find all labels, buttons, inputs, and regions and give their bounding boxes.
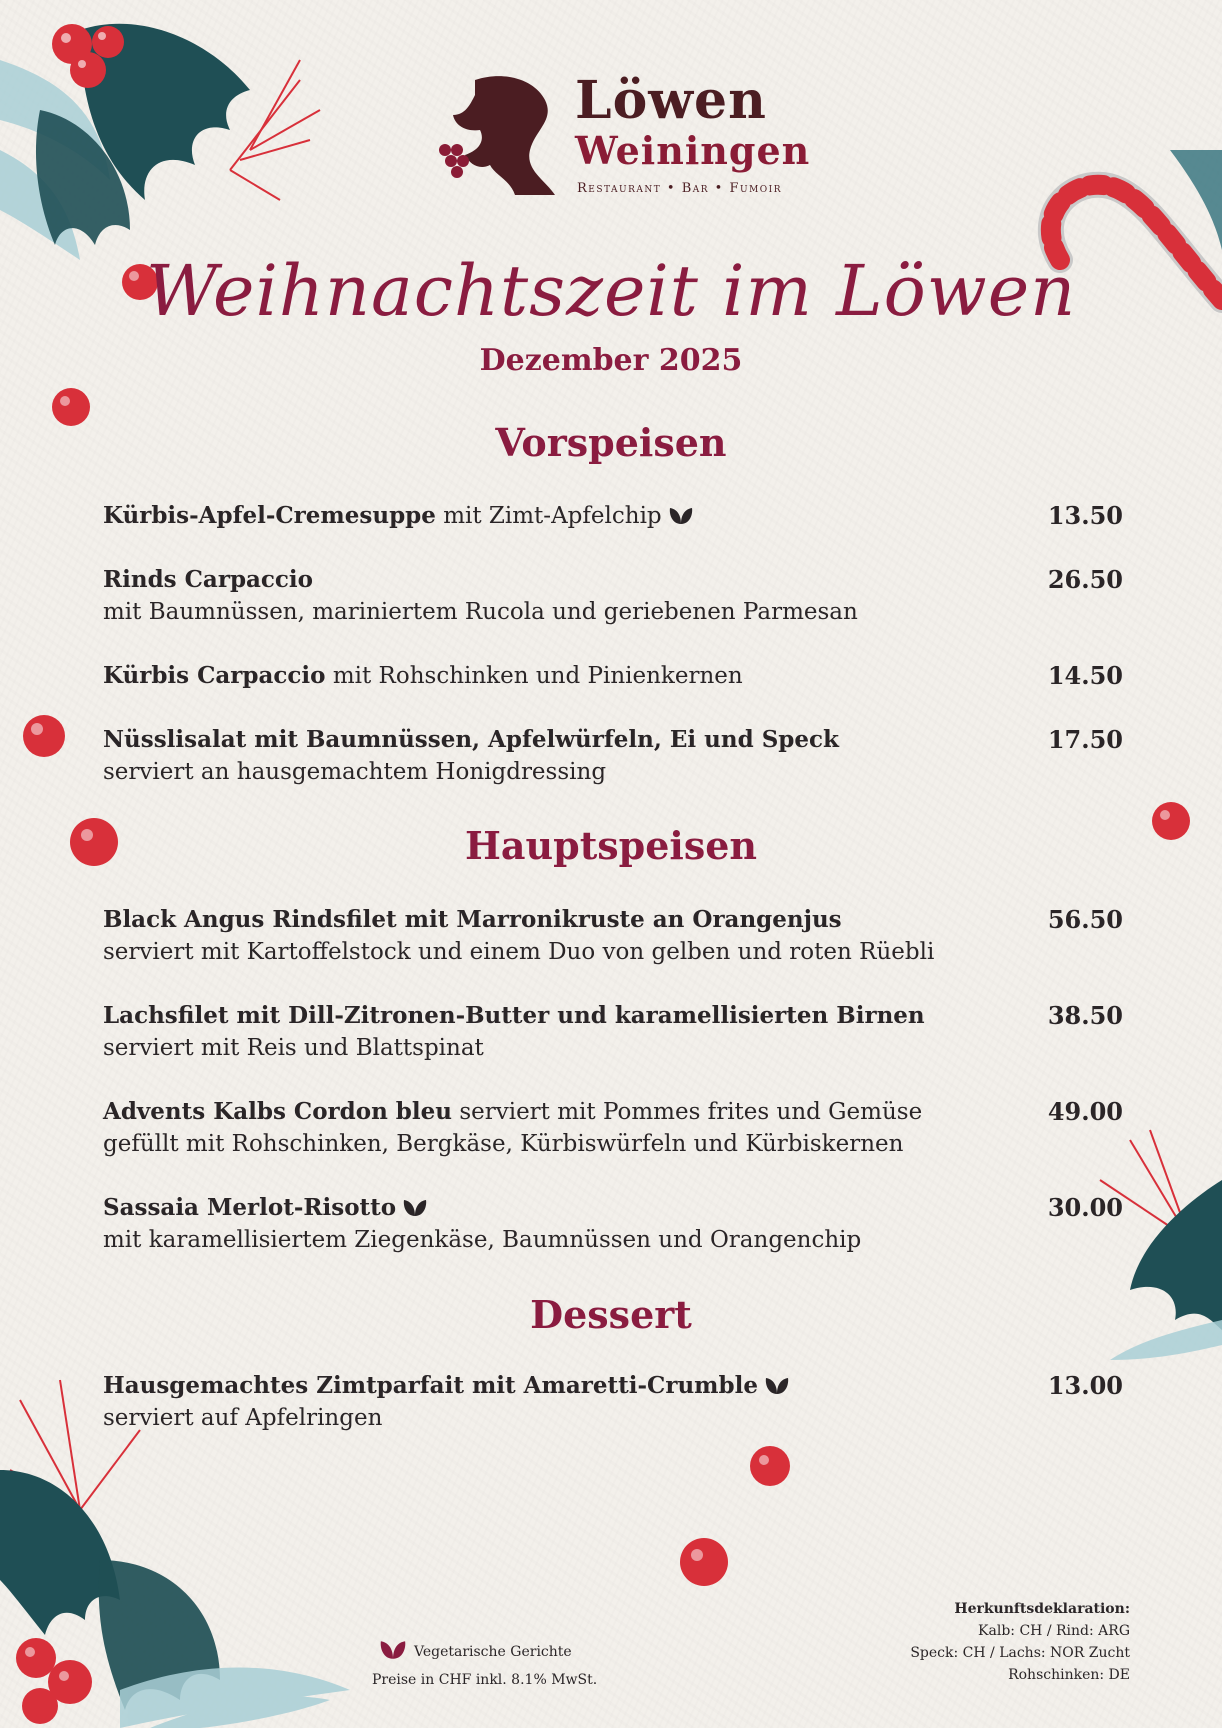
item-name: Nüsslisalat mit Baumnüssen, Apfelwürfeln, Ei und Speck (103, 726, 839, 753)
menu-item (103, 1370, 1123, 1434)
item-price: 13.50 (1047, 501, 1123, 530)
item-name: Kürbis-Apfel-Cremesuppe (103, 502, 436, 529)
menu-item (103, 1000, 1123, 1064)
item-inline-desc: serviert mit Pommes frites und Gemüse (459, 1099, 923, 1125)
brand-tagline: Restaurant • Bar • Fumoir (577, 181, 782, 196)
berry-icon (20, 712, 68, 760)
price-note: Preise in CHF inkl. 8.1% MwSt. (372, 1672, 598, 1688)
item-description: serviert auf Apfelringen (103, 1405, 383, 1431)
menu-item (103, 660, 1123, 692)
item-name: Black Angus Rindsfilet mit Marronikruste an Orangenjus (103, 906, 842, 933)
restaurant-logo (435, 70, 811, 205)
item-description: mit Baumnüssen, mariniertem Rucola und geriebenen Parmesan (103, 599, 858, 625)
origin-line: Kalb: CH / Rind: ARG (978, 1623, 1130, 1639)
item-description: serviert mit Kartoffelstock und einem Duo von gelben und roten Rüebli (103, 939, 935, 965)
item-name: Rinds Carpaccio (103, 566, 314, 593)
leaf-icon (378, 1639, 408, 1661)
item-inline-desc: mit Zimt-Apfelchip (443, 503, 662, 529)
origin-line: Rohschinken: DE (1008, 1667, 1130, 1683)
origin-line: Speck: CH / Lachs: NOR Zucht (910, 1645, 1130, 1661)
item-price: 17.50 (1047, 725, 1123, 754)
section-title-dessert: Dessert (530, 1292, 692, 1337)
item-price: 49.00 (1047, 1097, 1123, 1126)
lion-with-grapes-icon (435, 70, 565, 200)
leaf-icon (764, 1376, 790, 1396)
menu-item (103, 1096, 1123, 1160)
page-subtitle: Dezember 2025 (479, 343, 743, 378)
leaf-icon (402, 1198, 428, 1218)
menu-item (103, 564, 1123, 628)
origin-title: Herkunftsdeklaration: (954, 1601, 1130, 1617)
footer-notes (372, 1638, 598, 1694)
origin-declaration (910, 1598, 1130, 1686)
berry-icon (748, 1444, 792, 1488)
item-price: 14.50 (1047, 661, 1123, 690)
item-description: mit karamellisiertem Ziegenkäse, Baumnüssen und Orangenchip (103, 1227, 862, 1253)
brand-location: Weiningen (575, 128, 811, 173)
item-name: Sassaia Merlot-Risotto (103, 1194, 397, 1221)
brand-name: Löwen (575, 70, 767, 131)
item-name: Advents Kalbs Cordon bleu (103, 1098, 452, 1125)
item-description: gefüllt mit Rohschinken, Bergkäse, Kürbiswürfeln und Kürbiskernen (103, 1131, 904, 1157)
berry-icon (678, 1536, 730, 1588)
item-price: 30.00 (1047, 1193, 1123, 1222)
section-title-vorspeisen: Vorspeisen (495, 420, 727, 465)
vegetarian-legend: Vegetarische Gerichte (414, 1644, 572, 1660)
menu-item (103, 500, 1123, 532)
item-price: 56.50 (1047, 905, 1123, 934)
section-title-hauptspeisen: Hauptspeisen (464, 823, 758, 868)
item-name: Lachsfilet mit Dill-Zitronen-Butter und karamellisierten Birnen (103, 1002, 925, 1029)
item-name: Kürbis Carpaccio (103, 662, 326, 689)
item-name: Hausgemachtes Zimtparfait mit Amaretti-Crumble (103, 1372, 758, 1399)
menu-item (103, 904, 1123, 968)
item-description: serviert mit Reis und Blattspinat (103, 1035, 484, 1061)
menu-item (103, 1192, 1123, 1256)
item-price: 26.50 (1047, 565, 1123, 594)
leaf-icon (668, 506, 694, 526)
page-title: Weihnachtszeit im Löwen (145, 250, 1077, 332)
menu-item (103, 724, 1123, 788)
item-description: serviert an hausgemachtem Honigdressing (103, 759, 607, 785)
item-price: 38.50 (1047, 1001, 1123, 1030)
item-price: 13.00 (1047, 1371, 1123, 1400)
item-inline-desc: mit Rohschinken und Pinienkernen (332, 663, 743, 689)
